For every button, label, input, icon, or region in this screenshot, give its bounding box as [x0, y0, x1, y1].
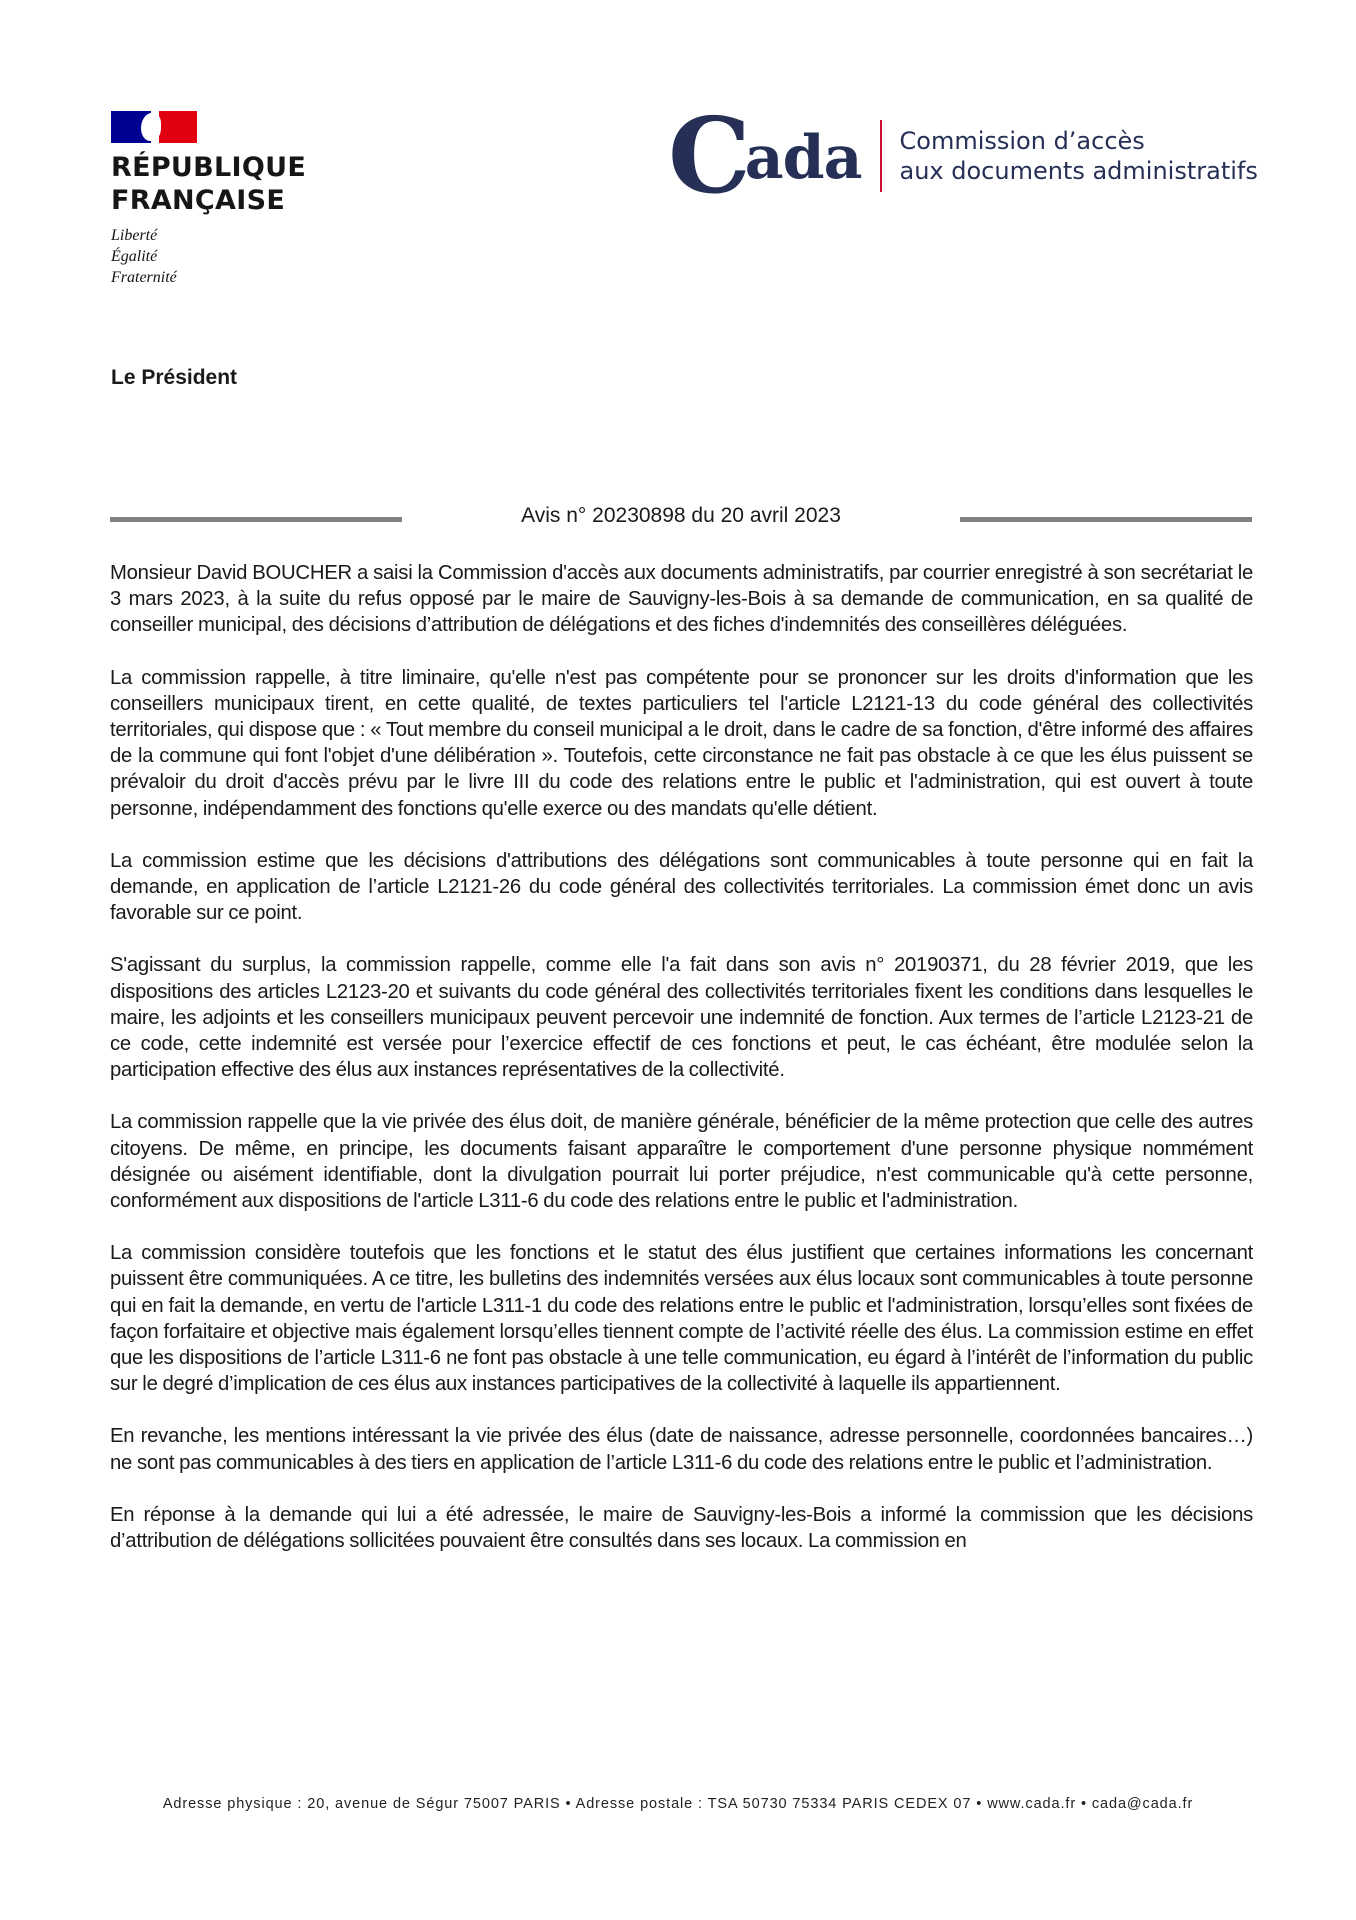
paragraph-indemnites: S'agissant du surplus, la commission rappelle, comme elle l'a fait dans son avis n° 20190371, du 28 février 2019, que les dispositions des articles L2123-20 et suivants du code général des collectivités territoriales fixent les conditions dans lesquelles le maire, les adjoints et les conseillers municipaux peuvent percevoir une indemnité de fonction. Aux termes de l’article L2123-21 de ce code, cette indemnité est versée pour l’exercice effectif de ces fonctions et peut, le cas échéant, être modulée selon la participation effective des élus aux instances représentatives de la collectivité.	[110, 954, 1253, 1082]
avis-body	[110, 560, 1253, 1554]
republic-motto: Liberté Égalité Fraternité	[111, 227, 177, 286]
avis-title: Avis n° 20230898 du 20 avril 2023	[521, 504, 841, 527]
cada-tagline: Commission d’accès aux documents administratifs	[899, 127, 1258, 185]
heading-rule-right	[960, 517, 1252, 522]
paragraph-bulletins: La commission considère toutefois que les fonctions et le statut des élus justifient que certaines informations les concernant puissent être communiquées. A ce titre, les bulletins des indemnités versées aux élus locaux sont communicables à toute personne qui en fait la demande, en vertu de l'article L311-1 du code des relations entre le public et l'administration, lorsqu’elles sont fixées de façon forfaitaire et objective mais également lorsqu’elles tiennent compte de l’activité réelle des élus. La commission estime en effet que les dispositions de l’article L311-6 ne font pas obstacle à une telle communication, eu égard à l’intérêt de l’information du public sur le degré d’implication de ces élus aux instances participatives de la collectivité à laquelle ils appartiennent.	[110, 1242, 1253, 1396]
footer-address: Adresse physique : 20, avenue de Ségur 75007 PARIS • Adresse postale : TSA 50730 75334 PARIS CEDEX 07 • www.cada.fr • cada@cada.fr	[162, 1796, 1194, 1812]
cada-wordmark: C ada	[668, 94, 862, 217]
republique-francaise-name: RÉPUBLIQUE FRANÇAISE	[111, 152, 307, 216]
marianne-flag-icon	[111, 111, 197, 143]
paragraph-competence: La commission rappelle, à titre liminaire, qu'elle n'est pas compétente pour se prononcer sur les droits d'information que les conseillers municipaux tirent, en cette qualité, de textes particuliers tel l'article L2121-13 du code général des collectivités territoriales, qui dispose que : « Tout membre du conseil municipal a le droit, dans le cadre de sa fonction, d'être informé des affaires de la commune qui font l'objet d'une délibération ». Toutefois, cette circonstance ne fait pas obstacle à ce que les élus puissent se prévaloir du droit d'accès prévu par le livre III du code des relations entre le public et l'administration, qui est ouvert à toute personne, indépendamment des fonctions qu'elle exerce ou des mandats qu'elle détient.	[110, 666, 1253, 820]
cada-logo	[668, 94, 1258, 217]
paragraph-reponse-maire: En réponse à la demande qui lui a été adressée, le maire de Sauvigny-les-Bois a informé la commission que les décisions d’attribution de délégations sollicitées pouvaient être consultés dans ses locaux. La commission en	[110, 1503, 1253, 1553]
paragraph-mentions: En revanche, les mentions intéressant la vie privée des élus (date de naissance, adresse personnelle, coordonnées bancaires…) ne sont pas communicables à des tiers en application de l’article L311-6 du code des relations entre le public et l’administration.	[110, 1425, 1253, 1474]
paragraph-saisine: Monsieur David BOUCHER a saisi la Commission d'accès aux documents administratifs, par courrier enregistré à son secrétariat le 3 mars 2023, à la suite du refus opposé par le maire de Sauvigny-les-Bois à sa demande de communication, en sa qualité de conseiller municipal, des décisions d’attribution de délégations et des fiches d'indemnités des conseillères déléguées.	[110, 562, 1253, 637]
signatory-title: Le Président	[111, 366, 238, 389]
paragraph-delegations: La commission estime que les décisions d'attributions des délégations sont communicables à toute personne qui en fait la demande, en application de l’article L2121-26 du code général des collectivités territoriales. La commission émet donc un avis favorable sur ce point.	[110, 849, 1253, 925]
paragraph-vie-privee: La commission rappelle que la vie privée des élus doit, de manière générale, bénéficier de la même protection que celle des autres citoyens. De même, en principe, les documents faisant apparaître le comportement d'une personne physique nommément désignée ou aisément identifiable, dont la divulgation pourrait lui porter préjudice, n'est communicable qu'à cette personne, conformément aux dispositions de l'article L311-6 du code des relations entre le public et l'administration.	[110, 1111, 1253, 1213]
cada-separator	[880, 120, 882, 192]
republique-francaise-logo	[111, 111, 321, 288]
avis-heading	[110, 502, 1252, 532]
